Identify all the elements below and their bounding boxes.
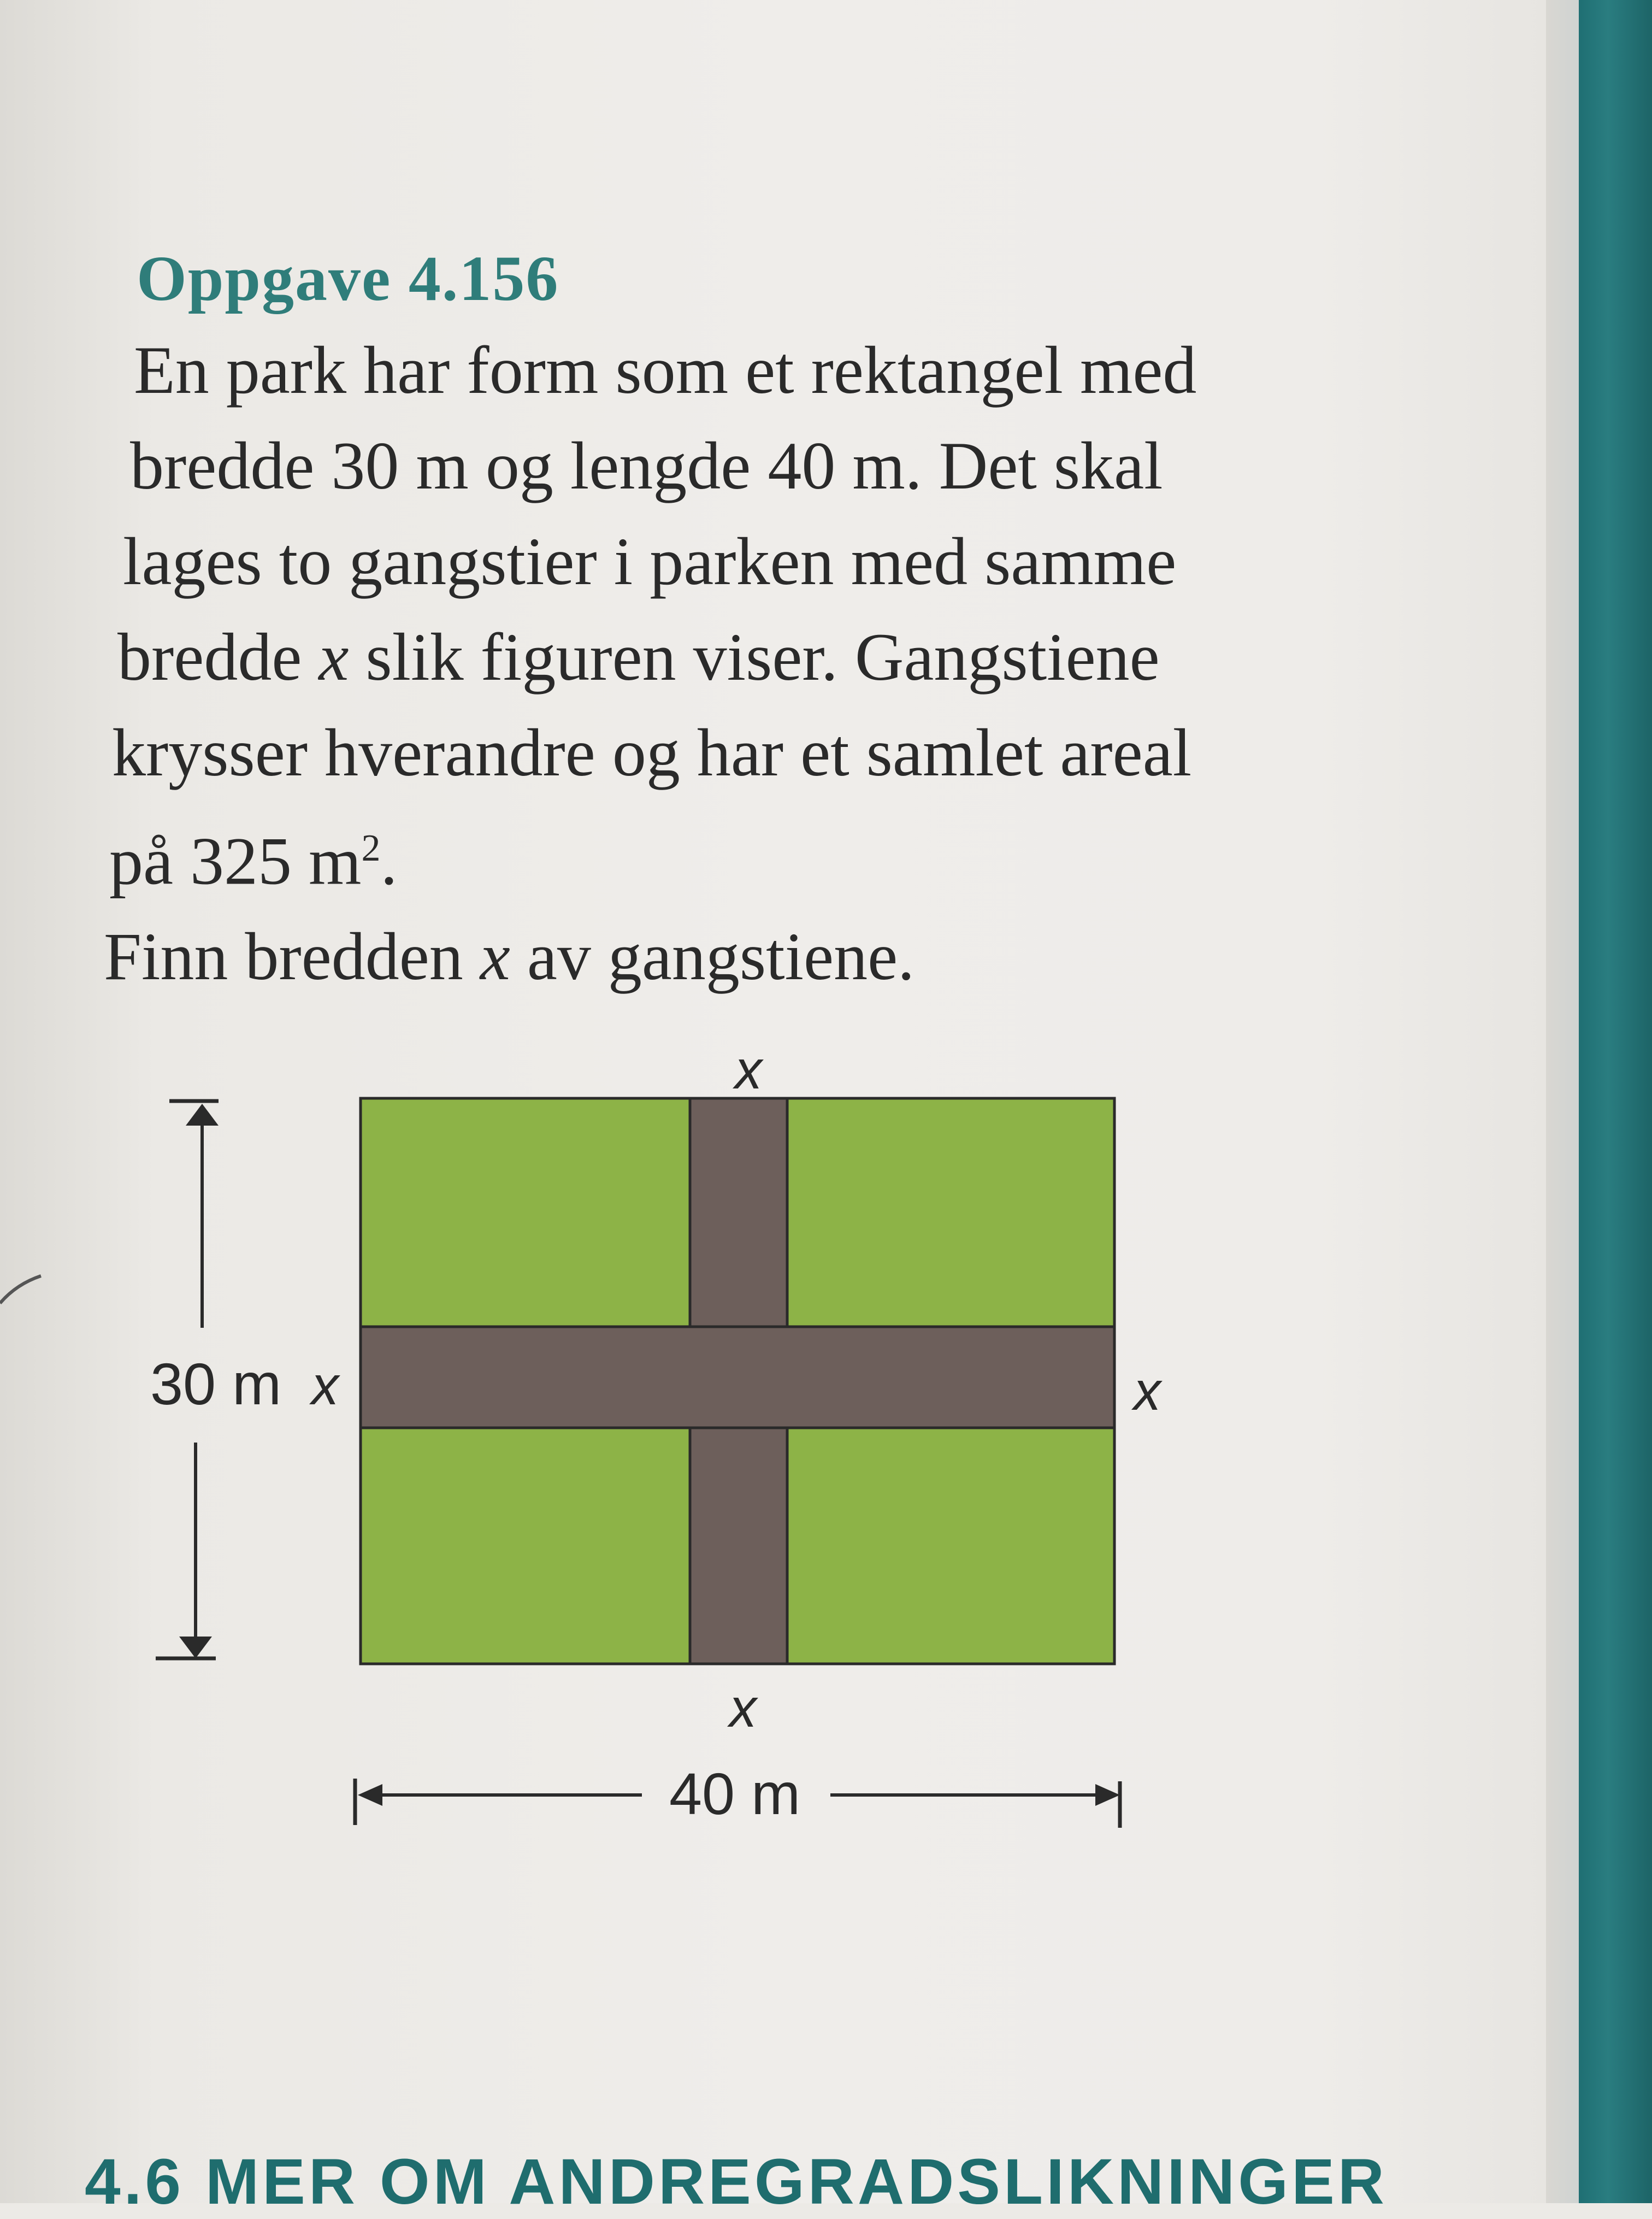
label-height: 30 m: [150, 1351, 282, 1417]
label-x-right: x: [1134, 1361, 1161, 1422]
height-arrow-bottom: [179, 1637, 212, 1658]
label-width: 40 m: [669, 1761, 801, 1827]
line-6-text-a: på 325 m: [109, 823, 362, 899]
path-crossing: [692, 1328, 786, 1426]
variable-x: x: [318, 620, 349, 694]
exercise-line-1: En park har form som et rektangel med: [134, 333, 1197, 408]
label-x-top: x: [735, 1039, 762, 1100]
exercise-line-5: krysser hverandre og har et samlet areal: [112, 715, 1192, 790]
width-arrow-right: [1095, 1784, 1120, 1806]
label-x-bottom: x: [729, 1678, 757, 1739]
line-6-text-b: .: [380, 823, 398, 899]
exercise-line-2: bredde 30 m og lengde 40 m. Det skal: [130, 428, 1163, 503]
label-x-left: x: [311, 1355, 339, 1416]
line-4-text-a: bredde: [117, 620, 319, 694]
variable-x: x: [480, 919, 510, 994]
exercise-title: Oppgave 4.156: [137, 243, 559, 314]
exponent: 2: [361, 827, 381, 869]
question-text-a: Finn bredden: [104, 919, 480, 994]
question-text-b: av gangstiene.: [510, 919, 915, 994]
line-4-text-b: slik figuren viser. Gangstiene: [349, 620, 1160, 694]
exercise-line-3: lages to gangstier i parken med samme: [123, 524, 1177, 599]
chapter-heading: 4.6 MER OM ANDREGRADSLIKNINGER: [85, 2146, 1388, 2218]
